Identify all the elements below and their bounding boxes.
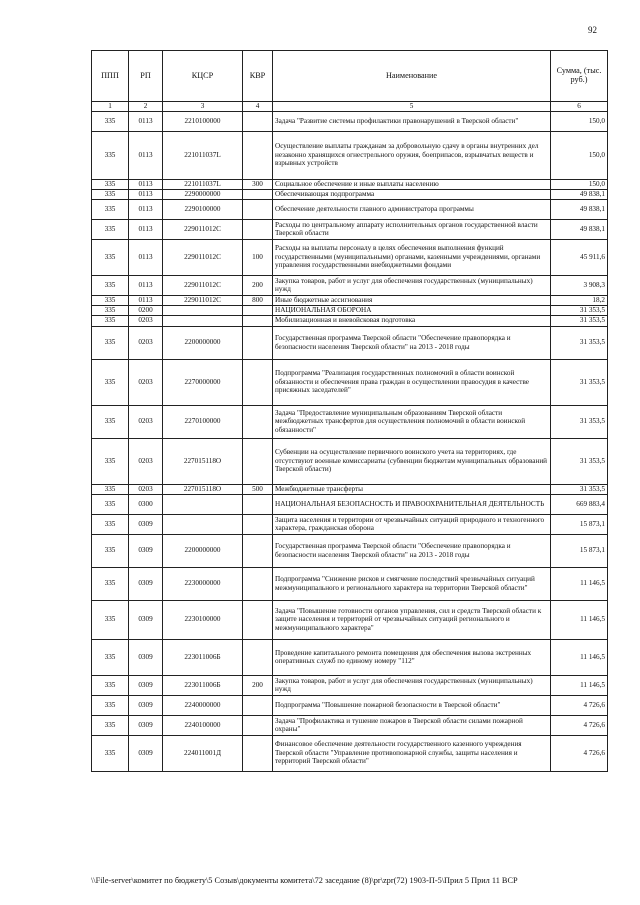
table-row [92,189,608,199]
cell-rp: 0203 [129,326,163,359]
index-cell: 2 [129,102,163,112]
cell-kcsr: 221011037L [163,131,243,179]
cell-kvr [243,131,273,179]
cell-sum: 31 353,5 [551,315,608,326]
cell-kvr [243,514,273,534]
cell-ppp: 335 [92,494,129,514]
cell-sum: 11 146,5 [551,639,608,675]
cell-sum: 31 353,5 [551,405,608,438]
cell-kcsr: 2200000000 [163,534,243,567]
table-row [92,534,608,567]
cell-sum: 3 908,3 [551,275,608,295]
cell-sum: 4 726,6 [551,735,608,771]
cell-name: Задача "Повышение готовности органов управления, сил и средств Тверской области к защите населения и территорий от чрезвычайных ситуаций регионального и межмуниципального характера" [273,600,551,639]
cell-name: Подпрограмма "Снижение рисков и смягчение последствий чрезвычайных ситуаций межмуниципального и регионального характера на территории Тверской области" [273,567,551,600]
cell-kvr [243,735,273,771]
table-row [92,239,608,275]
cell-name: Защита населения и территории от чрезвычайных ситуаций природного и техногенного характера, гражданская оборона [273,514,551,534]
cell-ppp: 335 [92,189,129,199]
table-row [92,275,608,295]
cell-kvr [243,600,273,639]
cell-kcsr: 227015118О [163,484,243,494]
cell-kcsr: 2240000000 [163,695,243,715]
cell-kvr [243,359,273,405]
cell-name: Социальное обеспечение и иные выплаты населению [273,179,551,189]
header-row [92,51,608,102]
cell-name: Государственная программа Тверской области "Обеспечение правопорядка и безопасности населения Тверской области" на 2013 - 2018 годы [273,326,551,359]
cell-ppp: 335 [92,567,129,600]
cell-sum: 15 873,1 [551,534,608,567]
cell-sum: 45 911,6 [551,239,608,275]
table-row [92,179,608,189]
cell-kvr: 200 [243,275,273,295]
cell-ppp: 335 [92,514,129,534]
cell-ppp: 335 [92,675,129,695]
cell-kcsr: 229011012С [163,239,243,275]
cell-kvr: 800 [243,295,273,305]
table-row [92,514,608,534]
cell-name: Мобилизационная и вневойсковая подготовка [273,315,551,326]
cell-sum: 31 353,5 [551,438,608,484]
cell-kvr: 300 [243,179,273,189]
table-row [92,675,608,695]
cell-rp: 0203 [129,405,163,438]
cell-ppp: 335 [92,639,129,675]
header-sum: Сумма, (тыс. руб.) [551,51,608,102]
cell-ppp: 335 [92,438,129,484]
cell-kvr [243,405,273,438]
cell-ppp: 335 [92,715,129,735]
cell-rp: 0113 [129,111,163,131]
cell-rp: 0203 [129,315,163,326]
table-row [92,567,608,600]
cell-kcsr: 2230000000 [163,567,243,600]
table-row [92,295,608,305]
cell-name: НАЦИОНАЛЬНАЯ БЕЗОПАСНОСТЬ И ПРАВООХРАНИТЕЛЬНАЯ ДЕЯТЕЛЬНОСТЬ [273,494,551,514]
cell-kvr [243,567,273,600]
cell-sum: 4 726,6 [551,695,608,715]
cell-name: Обеспечивающая подпрограмма [273,189,551,199]
cell-kvr [243,534,273,567]
cell-name: Государственная программа Тверской области "Обеспечение правопорядка и безопасности населения Тверской области" на 2013 - 2018 годы [273,534,551,567]
cell-rp: 0309 [129,675,163,695]
cell-rp: 0113 [129,131,163,179]
cell-ppp: 335 [92,600,129,639]
cell-kcsr: 229011012С [163,295,243,305]
cell-kcsr: 2270100000 [163,405,243,438]
cell-ppp: 335 [92,534,129,567]
cell-name: Финансовое обеспечение деятельности государственного казенного учреждения Тверской области "Управление противопожарной службы, защиты населения и территорий Тверской области" [273,735,551,771]
cell-kvr [243,199,273,219]
cell-rp: 0203 [129,359,163,405]
index-cell: 3 [163,102,243,112]
table-row [92,600,608,639]
cell-rp: 0113 [129,219,163,239]
cell-kcsr: 221011037L [163,179,243,189]
table-row [92,735,608,771]
cell-ppp: 335 [92,695,129,715]
index-row [92,102,608,112]
table-row [92,326,608,359]
cell-rp: 0203 [129,484,163,494]
cell-rp: 0300 [129,494,163,514]
cell-ppp: 335 [92,199,129,219]
cell-kvr: 200 [243,675,273,695]
cell-kcsr: 229011012С [163,275,243,295]
cell-sum: 31 353,5 [551,326,608,359]
cell-sum: 11 146,5 [551,567,608,600]
cell-kvr [243,695,273,715]
page-number: 92 [588,25,597,35]
header-rp: РП [129,51,163,102]
header-kvr: КВР [243,51,273,102]
cell-kcsr [163,315,243,326]
table-row [92,405,608,438]
header-ppp: ППП [92,51,129,102]
header-kcsr: КЦСР [163,51,243,102]
cell-name: Подпрограмма "Реализация государственных полномочий в области воинской обязанности и обеспечения права граждан в осуществлении правосудия в качестве присяжных заседателей" [273,359,551,405]
table-row [92,305,608,315]
cell-rp: 0309 [129,567,163,600]
table-row [92,438,608,484]
cell-kvr [243,111,273,131]
cell-name: Расходы по центральному аппарату исполнительных органов государственной власти Тверской области [273,219,551,239]
cell-kcsr: 223011006Б [163,675,243,695]
table-row [92,315,608,326]
cell-rp: 0113 [129,295,163,305]
cell-name: Задача "Профилактика и тушение пожаров в Тверской области силами пожарной охраны" [273,715,551,735]
cell-ppp: 335 [92,326,129,359]
table-row [92,111,608,131]
cell-name: Расходы на выплаты персоналу в целях обеспечения выполнения функций государственными (муниципальными) органами, казенными учреждениями, органами управления государственными внебюджетными фондами [273,239,551,275]
table-row [92,715,608,735]
cell-name: Иные бюджетные ассигнования [273,295,551,305]
table-row [92,494,608,514]
cell-ppp: 335 [92,239,129,275]
cell-kcsr: 223011006Б [163,639,243,675]
cell-rp: 0113 [129,189,163,199]
table-row [92,639,608,675]
cell-kvr [243,305,273,315]
cell-sum: 150,0 [551,131,608,179]
cell-rp: 0309 [129,534,163,567]
table-row [92,359,608,405]
cell-rp: 0309 [129,639,163,675]
index-cell: 6 [551,102,608,112]
cell-ppp: 335 [92,305,129,315]
cell-ppp: 335 [92,295,129,305]
cell-kvr [243,315,273,326]
cell-sum: 11 146,5 [551,600,608,639]
cell-sum: 31 353,5 [551,305,608,315]
cell-name: Обеспечение деятельности главного администратора программы [273,199,551,219]
file-path-footer: \\File-server\комитет по бюджету\5 Созыв\документы комитета\72 заседание (8)\pr\zpr(72) 1903-П-5\Прил 5 Прил 11 ВСР [91,876,518,885]
cell-kcsr [163,514,243,534]
cell-sum: 15 873,1 [551,514,608,534]
cell-ppp: 335 [92,484,129,494]
cell-sum: 49 838,1 [551,219,608,239]
index-cell: 1 [92,102,129,112]
cell-ppp: 335 [92,315,129,326]
cell-sum: 31 353,5 [551,359,608,405]
cell-kcsr: 2290100000 [163,199,243,219]
cell-kcsr: 2200000000 [163,326,243,359]
cell-rp: 0113 [129,239,163,275]
cell-rp: 0309 [129,695,163,715]
cell-kcsr [163,305,243,315]
cell-rp: 0309 [129,715,163,735]
cell-rp: 0309 [129,514,163,534]
cell-rp: 0113 [129,199,163,219]
index-cell: 5 [273,102,551,112]
cell-kcsr: 224011001Д [163,735,243,771]
budget-table [91,50,608,772]
cell-ppp: 335 [92,359,129,405]
cell-sum: 49 838,1 [551,199,608,219]
cell-ppp: 335 [92,131,129,179]
cell-kvr [243,326,273,359]
cell-ppp: 335 [92,179,129,189]
cell-kcsr: 2230100000 [163,600,243,639]
cell-sum: 11 146,5 [551,675,608,695]
index-cell: 4 [243,102,273,112]
cell-kvr [243,438,273,484]
cell-kcsr: 229011012С [163,219,243,239]
table-row [92,695,608,715]
cell-ppp: 335 [92,275,129,295]
cell-name: Задача "Развитие системы профилактики правонарушений в Тверской области" [273,111,551,131]
table-row [92,484,608,494]
cell-name: Проведение капитального ремонта помещения для обеспечения вызова экстренных оперативных служб по единому номеру "112" [273,639,551,675]
cell-name: Закупка товаров, работ и услуг для обеспечения государственных (муниципальных) нужд [273,275,551,295]
header-name: Наименование [273,51,551,102]
cell-ppp: 335 [92,735,129,771]
cell-kcsr: 2270000000 [163,359,243,405]
cell-name: Закупка товаров, работ и услуг для обеспечения государственных (муниципальных) нужд [273,675,551,695]
cell-rp: 0113 [129,179,163,189]
cell-sum: 150,0 [551,111,608,131]
cell-name: Осуществление выплаты гражданам за добровольную сдачу в органы внутренних дел незаконно хранящихся огнестрельного оружия, боеприпасов, взрывчатых веществ и взрывных устройств [273,131,551,179]
cell-name: Задача "Предоставление муниципальным образованиям Тверской области межбюджетных трансфертов для осуществления полномочий в области воинской обязанности" [273,405,551,438]
cell-rp: 0203 [129,438,163,484]
cell-kcsr: 2210100000 [163,111,243,131]
cell-kvr [243,494,273,514]
cell-sum: 49 838,1 [551,189,608,199]
cell-rp: 0309 [129,600,163,639]
cell-name: Подпрограмма "Повышение пожарной безопасности в Тверской области" [273,695,551,715]
cell-ppp: 335 [92,111,129,131]
cell-name: Субвенции на осуществление первичного воинского учета на территориях, где отсутствуют военные комиссариаты (субвенции бюджетам муниципальных образований Тверской области) [273,438,551,484]
cell-kcsr [163,494,243,514]
cell-sum: 669 883,4 [551,494,608,514]
cell-kvr [243,639,273,675]
cell-rp: 0113 [129,275,163,295]
table-row [92,199,608,219]
cell-ppp: 335 [92,405,129,438]
cell-sum: 31 353,5 [551,484,608,494]
cell-kvr [243,189,273,199]
table-row [92,131,608,179]
cell-kcsr: 2290000000 [163,189,243,199]
cell-sum: 4 726,6 [551,715,608,735]
cell-name: НАЦИОНАЛЬНАЯ ОБОРОНА [273,305,551,315]
cell-name: Межбюджетные трансферты [273,484,551,494]
cell-kcsr: 2240100000 [163,715,243,735]
cell-kvr [243,219,273,239]
cell-kcsr: 227015118О [163,438,243,484]
cell-kvr: 100 [243,239,273,275]
cell-kvr: 500 [243,484,273,494]
cell-ppp: 335 [92,219,129,239]
cell-sum: 150,0 [551,179,608,189]
cell-rp: 0200 [129,305,163,315]
cell-kvr [243,715,273,735]
cell-rp: 0309 [129,735,163,771]
cell-sum: 18,2 [551,295,608,305]
table-row [92,219,608,239]
